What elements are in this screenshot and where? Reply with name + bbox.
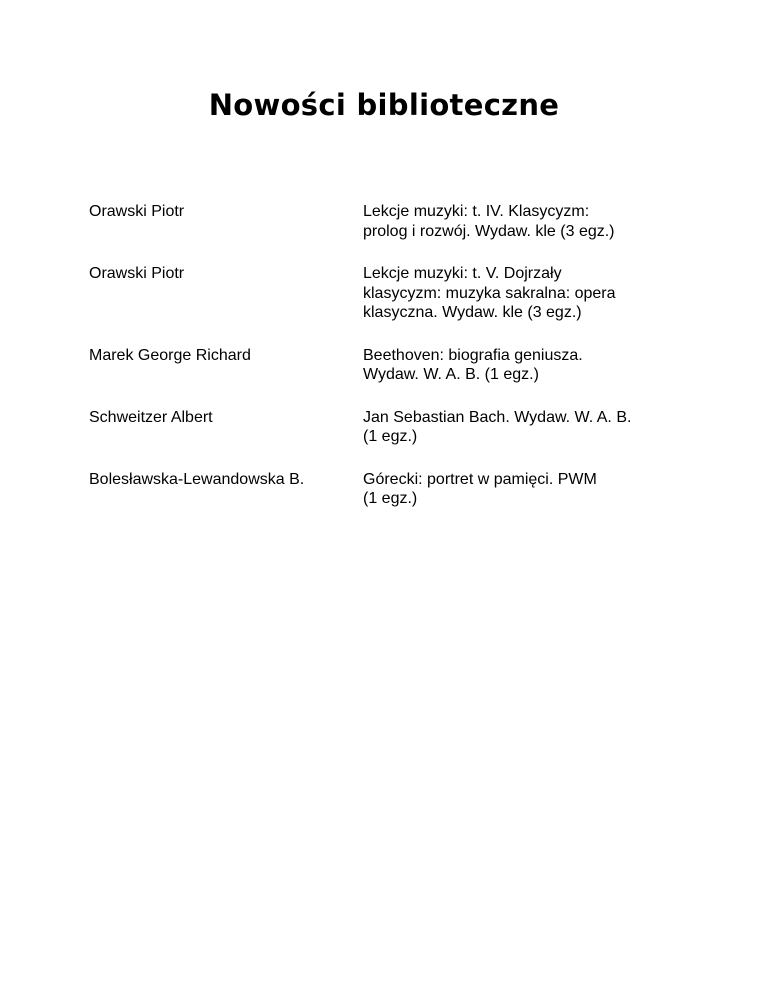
book-description-line: Lekcje muzyki: t. IV. Klasycyzm: <box>363 203 590 220</box>
list-item <box>89 264 689 323</box>
book-description <box>363 470 689 509</box>
new-books-list <box>89 202 689 532</box>
book-author: Bolesławska-Lewandowska B. <box>89 470 305 488</box>
book-description-line: Wydaw. W. A. B. (1 egz.) <box>363 366 539 383</box>
book-description <box>363 264 689 323</box>
book-description <box>363 202 689 241</box>
book-description <box>363 408 689 447</box>
list-item <box>89 408 689 447</box>
book-description-line: klasycyzm: muzyka sakralna: opera <box>363 284 616 302</box>
list-item <box>89 346 689 385</box>
book-author: Orawski Piotr <box>89 203 185 220</box>
book-description-line: prolog i rozwój. Wydaw. kle (3 egz.) <box>363 222 615 240</box>
book-description-line: klasyczna. Wydaw. kle (3 egz.) <box>363 304 582 321</box>
book-description-line: Jan Sebastian Bach. Wydaw. W. A. B. <box>363 408 632 426</box>
book-description <box>363 346 689 385</box>
book-author: Marek George Richard <box>89 346 251 364</box>
book-description-line: Beethoven: biografia geniusza. <box>363 346 583 364</box>
book-description-line: (1 egz.) <box>363 490 418 507</box>
book-description-line: Górecki: portret w pamięci. PWM <box>363 470 597 488</box>
list-item <box>89 470 689 509</box>
book-description-line: Lekcje muzyki: t. V. Dojrzały <box>363 265 562 282</box>
book-description-line: (1 egz.) <box>363 428 418 445</box>
book-author: Schweitzer Albert <box>89 408 213 426</box>
list-item <box>89 202 689 241</box>
book-author: Orawski Piotr <box>89 265 185 282</box>
page-title: Nowości biblioteczne <box>208 88 560 122</box>
